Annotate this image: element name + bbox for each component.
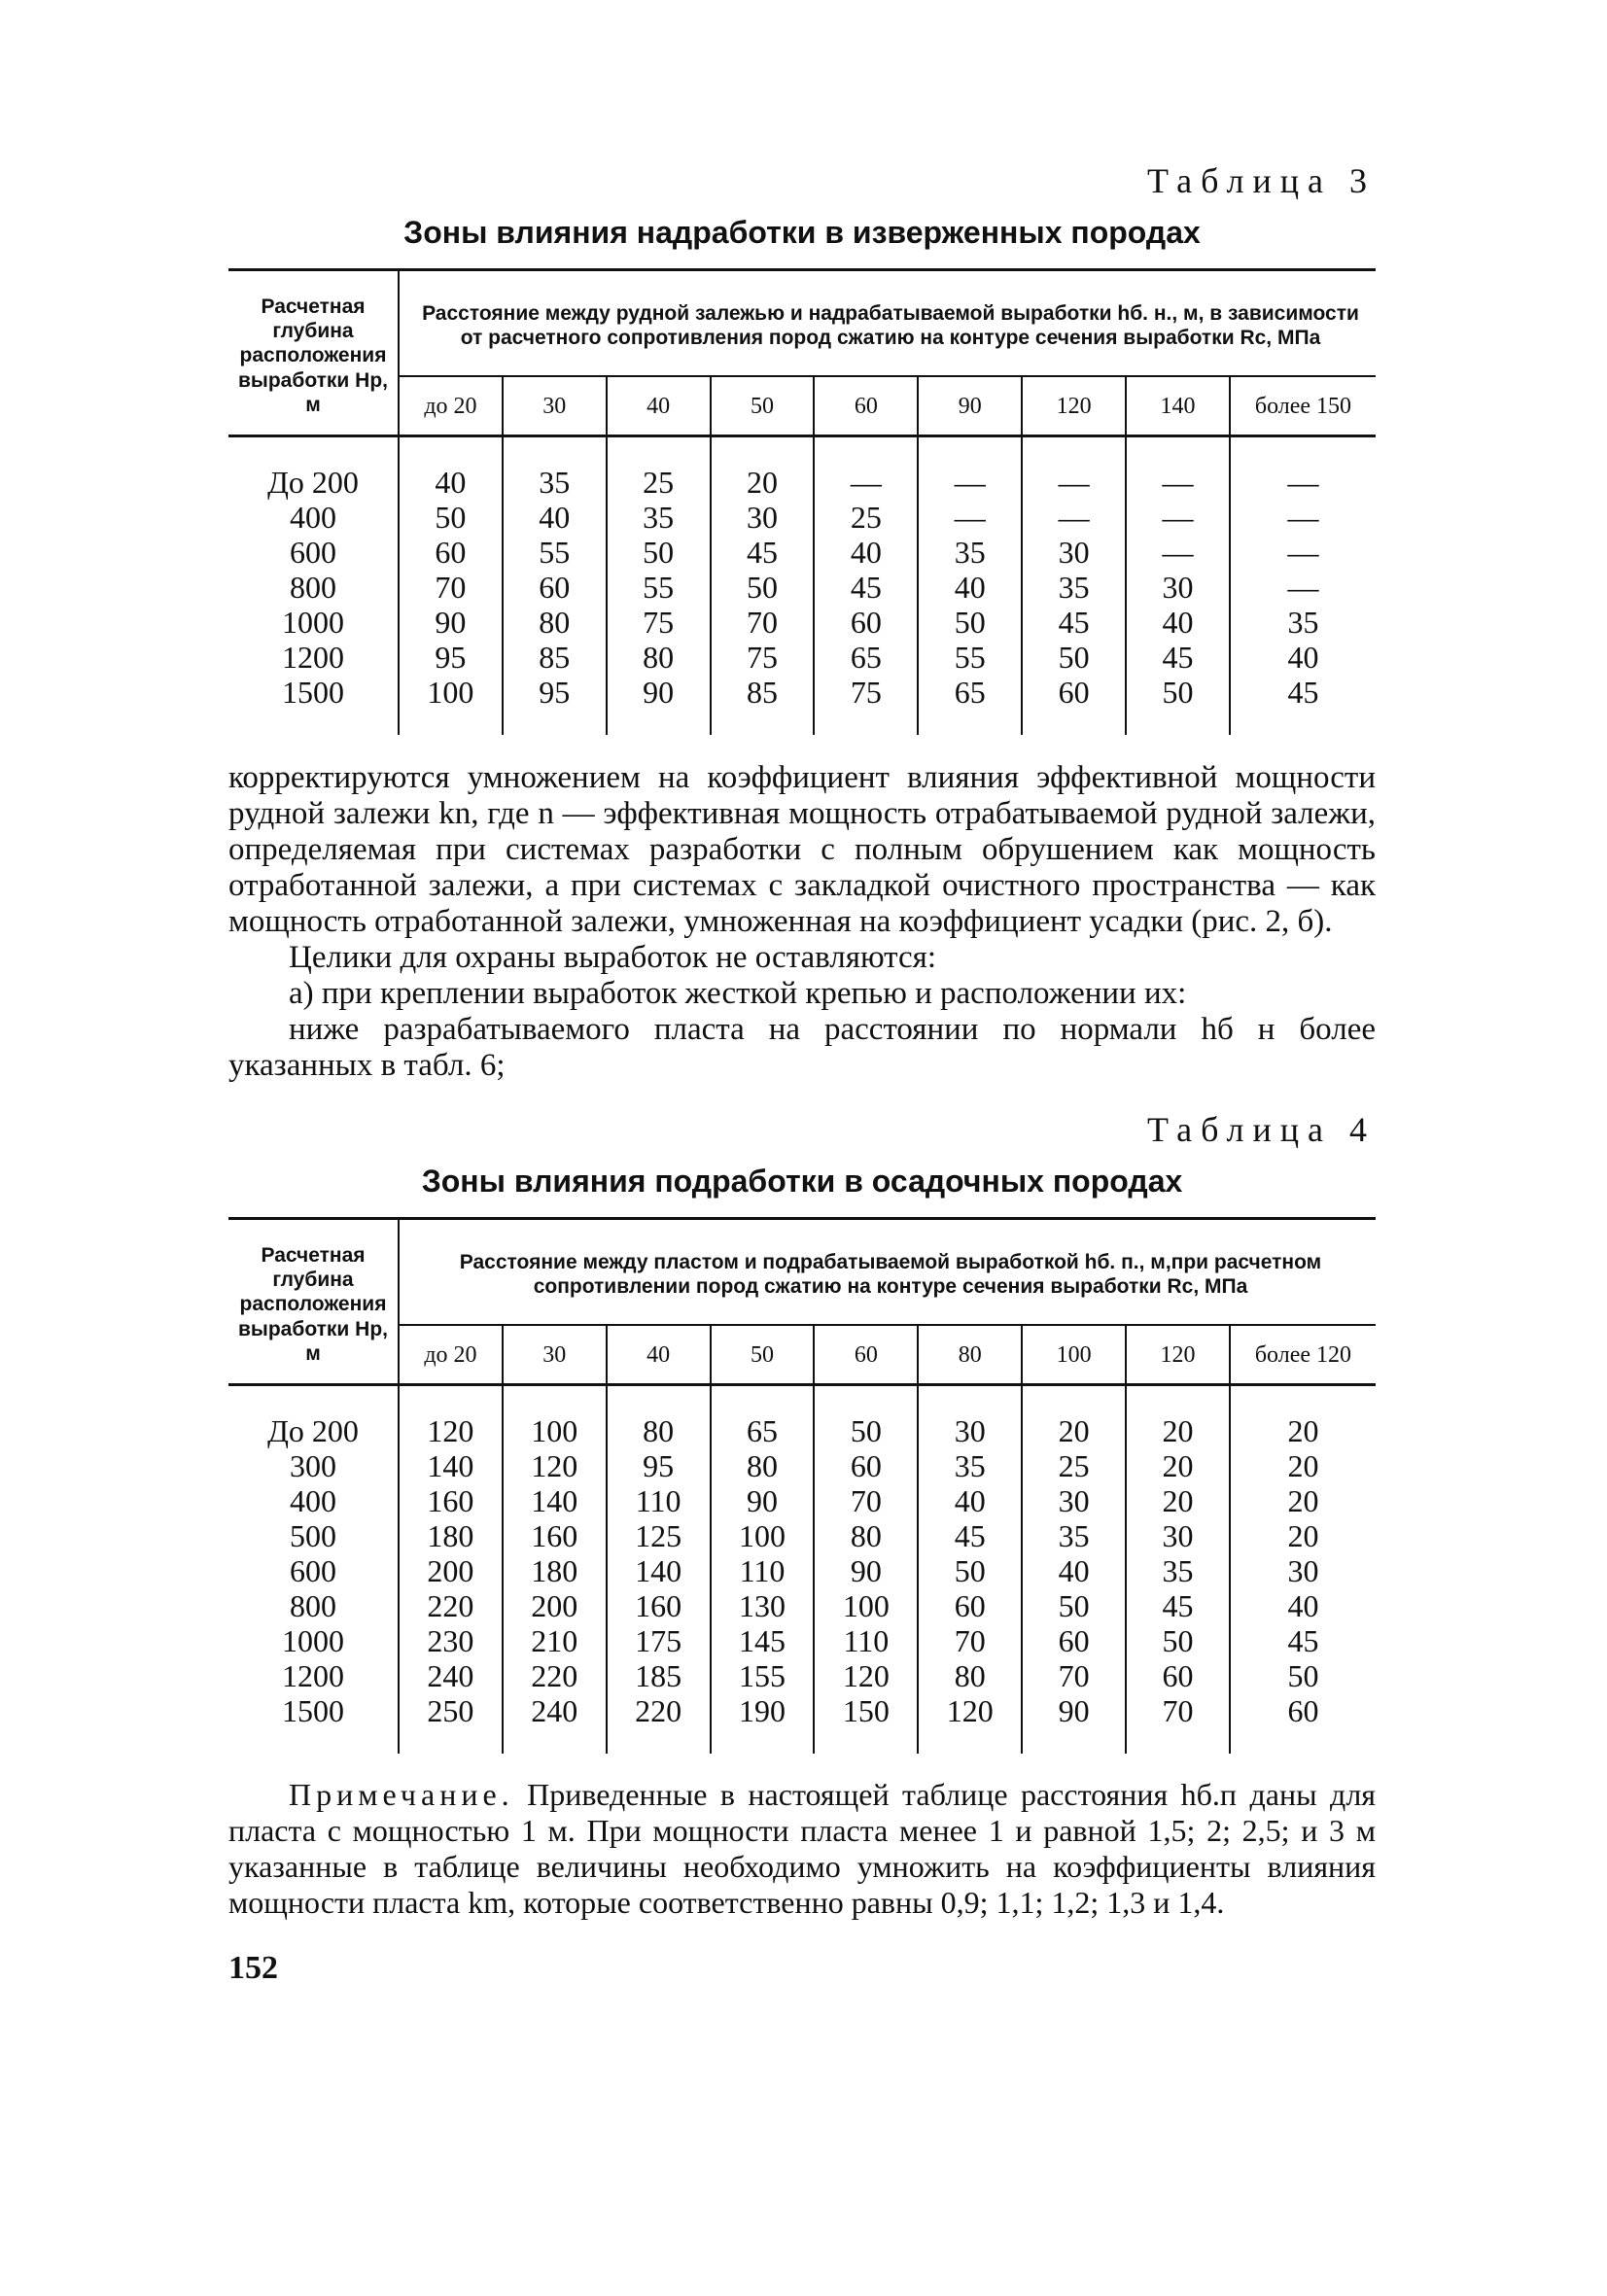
table-cell: 65 (814, 640, 918, 675)
table4-column-headers (228, 1325, 1376, 1385)
table-cell: 30 (1126, 1518, 1230, 1553)
table-cell: 120 (399, 1384, 503, 1448)
table-cell: 120 (814, 1658, 918, 1693)
table-cell: 55 (607, 570, 711, 605)
table3-column-headers (228, 376, 1376, 436)
note-head: Примечание. (289, 1776, 514, 1812)
table3-column-header: 120 (1022, 376, 1126, 436)
table-cell: 50 (607, 535, 711, 570)
table-cell: 50 (918, 605, 1022, 640)
table-cell: 100 (427, 674, 474, 710)
page (228, 160, 1376, 1987)
table-cell: 50 (1126, 675, 1230, 735)
table-cell: 125 (607, 1518, 711, 1553)
table-cell: 45 (1230, 675, 1376, 735)
table-cell: 30 (1230, 1553, 1376, 1588)
table-cell: 95 (435, 639, 467, 675)
table3-section (228, 160, 1376, 735)
table-cell: — (1022, 500, 1126, 535)
table-cell: 25 (814, 500, 918, 535)
table-cell: 140 (503, 1483, 607, 1518)
table-cell: 60 (1230, 1693, 1376, 1754)
table-cell: 40 (1022, 1553, 1126, 1588)
table-cell: 230 (427, 1622, 474, 1658)
table-row (228, 435, 1376, 500)
row-depth: 1500 (228, 1693, 399, 1754)
table-cell: 110 (814, 1623, 918, 1658)
table4-stub-header: Расчетная глубина расположения выработки Hр, м (228, 1218, 399, 1384)
table-cell: 40 (1230, 640, 1376, 675)
table-cell: 200 (427, 1552, 474, 1588)
table3-column-header: 40 (607, 376, 711, 436)
table-cell: — (1230, 435, 1376, 500)
row-depth: 400 (228, 1483, 399, 1518)
table-cell: 120 (918, 1693, 1022, 1754)
table-cell: 70 (814, 1483, 918, 1518)
table-cell: 35 (918, 1448, 1022, 1483)
table3-title: Зоны влияния надработки в изверженных породах (403, 215, 1201, 250)
table3-column-header: 30 (503, 376, 607, 436)
table-cell: 175 (607, 1623, 711, 1658)
table-row (228, 1448, 1376, 1483)
table-cell: 240 (427, 1657, 474, 1693)
table-cell: 100 (711, 1518, 815, 1553)
table-row (228, 500, 1376, 535)
row-depth: 400 (228, 500, 399, 535)
table-cell: 35 (1022, 1518, 1126, 1553)
table-cell: 35 (607, 500, 711, 535)
table-cell: 40 (399, 435, 503, 500)
row-depth: 1500 (228, 675, 399, 735)
table-cell: 100 (814, 1588, 918, 1623)
table-cell: 35 (1126, 1553, 1230, 1588)
table3-column-header: 90 (918, 376, 1022, 436)
table-cell: 70 (1022, 1658, 1126, 1693)
row-depth: 800 (228, 570, 399, 605)
table-cell: 20 (1230, 1518, 1376, 1553)
table-cell: 65 (918, 675, 1022, 735)
table-cell: 90 (1022, 1693, 1126, 1754)
table-row (228, 570, 1376, 605)
table4 (228, 1217, 1376, 1754)
table-row (228, 1623, 1376, 1658)
table-cell: 75 (607, 605, 711, 640)
row-depth: 500 (228, 1518, 399, 1553)
table-cell: 45 (1022, 605, 1126, 640)
row-depth: 1200 (228, 640, 399, 675)
table-cell: 240 (503, 1693, 607, 1754)
row-depth: До 200 (228, 1384, 399, 1448)
table-cell: 50 (1022, 640, 1126, 675)
table-cell: — (1230, 535, 1376, 570)
table-row (228, 675, 1376, 735)
paragraph-2: Целики для охраны выработок не оставляются: (289, 939, 936, 975)
table-cell: — (918, 435, 1022, 500)
table-cell: 45 (918, 1518, 1022, 1553)
paragraph-4: ниже разрабатываемого пласта на расстоянии по нормали hб н более указанных в табл. 6; (228, 1011, 1376, 1083)
row-depth: 1200 (228, 1658, 399, 1693)
table-cell: 20 (1126, 1384, 1230, 1448)
table-cell: 55 (503, 535, 607, 570)
table-cell: 80 (607, 640, 711, 675)
table-cell: 200 (503, 1588, 607, 1623)
table-cell: 50 (1230, 1658, 1376, 1693)
table-cell: 160 (607, 1588, 711, 1623)
table-cell: 40 (1126, 605, 1230, 640)
table-cell: 80 (503, 605, 607, 640)
table-cell: 70 (918, 1623, 1022, 1658)
table4-body (228, 1384, 1376, 1754)
table-row (228, 1588, 1376, 1623)
table-cell: 180 (503, 1553, 607, 1588)
table-cell: 145 (711, 1623, 815, 1658)
table-cell: 220 (503, 1658, 607, 1693)
table4-column-header: 80 (918, 1325, 1022, 1385)
table3-column-header: 50 (711, 376, 815, 436)
table-row (228, 1384, 1376, 1448)
table-cell: 30 (918, 1384, 1022, 1448)
table-cell: 80 (814, 1518, 918, 1553)
table4-column-header: 120 (1126, 1325, 1230, 1385)
table-cell: 50 (918, 1553, 1022, 1588)
table-cell: — (1126, 435, 1230, 500)
table-cell: 50 (1022, 1588, 1126, 1623)
table-cell: 60 (918, 1588, 1022, 1623)
table-cell: 40 (918, 570, 1022, 605)
table-cell: 60 (1126, 1658, 1230, 1693)
paragraph-1: корректируются умножением на коэффициент влияния эффективной мощности рудной залежи kn, где n — эффективная мощность отрабатываемой рудной залежи, определяемая при системах разработки с полным обрушением как мощность отработанной залежи, а при системах с закладкой очистного пространства — как мощность отработанной залежи, умноженная на коэффициент усадки (рис. 2, б). (228, 759, 1376, 939)
table-cell: 80 (918, 1658, 1022, 1693)
table3-stub-header: Расчетная глубина расположения выработки Hр, м (228, 270, 399, 436)
table-cell: — (1022, 435, 1126, 500)
table-cell: 50 (814, 1384, 918, 1448)
table3-span-header: Расстояние между рудной залежью и надрабатываемой выработки hб. н., м, в зависимости от расчетного сопротивления пород сжатию на контуре сечения выработки Rс, МПа (399, 270, 1376, 376)
table-cell: 185 (607, 1658, 711, 1693)
table-cell: 30 (1022, 535, 1126, 570)
table-cell: 35 (918, 535, 1022, 570)
table4-column-header: более 120 (1230, 1325, 1376, 1385)
table-cell: 50 (435, 499, 467, 535)
table3 (228, 268, 1376, 735)
table-cell: 70 (435, 569, 467, 605)
table3-column-header: до 20 (424, 394, 477, 420)
table-cell: 25 (1022, 1448, 1126, 1483)
table-cell: 60 (814, 1448, 918, 1483)
table-row (228, 1553, 1376, 1588)
row-depth: 600 (228, 535, 399, 570)
table-cell: 100 (503, 1384, 607, 1448)
table-cell: 90 (607, 675, 711, 735)
table-cell: 40 (1230, 1588, 1376, 1623)
table-cell: 20 (1230, 1384, 1376, 1448)
table-cell: 95 (607, 1448, 711, 1483)
note-text: Приведенные в настоящей таблице расстояния hб.п даны для пласта с мощностью 1 м. При мощности пласта менее 1 и равной 1,5; 2; 2,5; и 3 м указанные в таблице величины необходимо умножить на коэффициенты влияния мощности пласта km, которые соответственно равны 0,9; 1,1; 1,2; 1,3 и 1,4. (228, 1776, 1377, 1920)
table4-column-header: до 20 (424, 1341, 477, 1368)
table-cell: 75 (814, 675, 918, 735)
table-cell: 95 (503, 675, 607, 735)
table-cell: 20 (1022, 1384, 1126, 1448)
row-depth: 1000 (228, 1623, 399, 1658)
table4-column-header: 40 (607, 1325, 711, 1385)
table-cell: 45 (1230, 1623, 1376, 1658)
table4-span-header: Расстояние между пластом и подрабатываемой выработкой hб. п., м,при расчетном сопротивлении пород сжатию на контуре сечения выработки Rс, МПа (399, 1218, 1376, 1324)
table-cell: 75 (711, 640, 815, 675)
table-cell: 20 (1230, 1448, 1376, 1483)
table3-body (228, 435, 1376, 735)
table-cell: 20 (1126, 1448, 1230, 1483)
table-cell: 160 (503, 1518, 607, 1553)
table-cell: 110 (711, 1553, 815, 1588)
paragraph-3: а) при креплении выработок жесткой крепью и расположении их: (289, 975, 1187, 1011)
table-cell: 40 (918, 1483, 1022, 1518)
table4-column-header: 50 (711, 1325, 815, 1385)
table-cell: 90 (435, 604, 467, 640)
table-cell: — (1126, 535, 1230, 570)
table-cell: 20 (711, 435, 815, 500)
table-cell: 60 (1022, 675, 1126, 735)
table-cell: 90 (814, 1553, 918, 1588)
table4-section (228, 1109, 1376, 1754)
table-cell: 220 (427, 1587, 474, 1623)
table-cell: 40 (503, 500, 607, 535)
row-depth: 1000 (228, 605, 399, 640)
table-cell: 30 (1126, 570, 1230, 605)
table-cell: 45 (1126, 640, 1230, 675)
table-cell: 50 (1126, 1623, 1230, 1658)
table-cell: 20 (1126, 1483, 1230, 1518)
table-cell: 220 (607, 1693, 711, 1754)
table-cell: 45 (814, 570, 918, 605)
table-cell: 70 (711, 605, 815, 640)
table-cell: 85 (711, 675, 815, 735)
table-cell: 25 (607, 435, 711, 500)
table-cell: 150 (814, 1693, 918, 1754)
table-cell: 130 (711, 1588, 815, 1623)
table-cell: — (1230, 570, 1376, 605)
table4-column-header: 30 (503, 1325, 607, 1385)
table-cell: 55 (918, 640, 1022, 675)
table4-column-header: 60 (814, 1325, 918, 1385)
table-cell: 35 (1230, 605, 1376, 640)
table-cell: 60 (1022, 1623, 1126, 1658)
table-cell: 180 (427, 1517, 474, 1553)
table-cell: 250 (427, 1692, 474, 1728)
table-cell: 140 (427, 1447, 474, 1483)
table4-title: Зоны влияния подработки в осадочных породах (421, 1163, 1183, 1199)
table-cell: 80 (607, 1384, 711, 1448)
table3-column-header: 140 (1126, 376, 1230, 436)
row-depth: До 200 (228, 435, 399, 500)
table-cell: 190 (711, 1693, 815, 1754)
table-cell: 35 (503, 435, 607, 500)
table3-label: Таблица 3 (1147, 161, 1376, 200)
table3-column-header: более 150 (1230, 376, 1376, 436)
table-cell: 60 (435, 534, 467, 570)
table-cell: 60 (503, 570, 607, 605)
table-cell: 50 (711, 570, 815, 605)
table4-note (228, 1777, 1376, 1921)
table-row (228, 535, 1376, 570)
table-cell: 35 (1022, 570, 1126, 605)
table-cell: 155 (711, 1658, 815, 1693)
table-cell: 70 (1126, 1693, 1230, 1754)
table-cell: 120 (503, 1448, 607, 1483)
table-cell: 160 (427, 1482, 474, 1518)
row-depth: 800 (228, 1588, 399, 1623)
table-cell: 210 (503, 1623, 607, 1658)
table-cell: 90 (711, 1483, 815, 1518)
table-row (228, 1693, 1376, 1754)
table-cell: 45 (1126, 1588, 1230, 1623)
page-number: 152 (228, 1949, 278, 1986)
table-row (228, 1658, 1376, 1693)
table-cell: 45 (711, 535, 815, 570)
table-row (228, 605, 1376, 640)
table-cell: — (918, 500, 1022, 535)
table4-column-header: 100 (1022, 1325, 1126, 1385)
table-cell: — (1230, 500, 1376, 535)
table-cell: 85 (503, 640, 607, 675)
table-row (228, 1518, 1376, 1553)
table-cell: 60 (814, 605, 918, 640)
table-cell: — (1126, 500, 1230, 535)
table-cell: 20 (1230, 1483, 1376, 1518)
table-cell: 40 (814, 535, 918, 570)
table4-label: Таблица 4 (1147, 1109, 1376, 1149)
table-row (228, 640, 1376, 675)
table-cell: 140 (607, 1553, 711, 1588)
table-row (228, 1483, 1376, 1518)
table-cell: — (814, 435, 918, 500)
row-depth: 600 (228, 1553, 399, 1588)
table-cell: 80 (711, 1448, 815, 1483)
table-cell: 65 (711, 1384, 815, 1448)
table-cell: 30 (1022, 1483, 1126, 1518)
row-depth: 300 (228, 1448, 399, 1483)
table3-column-header: 60 (814, 376, 918, 436)
table-cell: 30 (711, 500, 815, 535)
table-cell: 110 (607, 1483, 711, 1518)
